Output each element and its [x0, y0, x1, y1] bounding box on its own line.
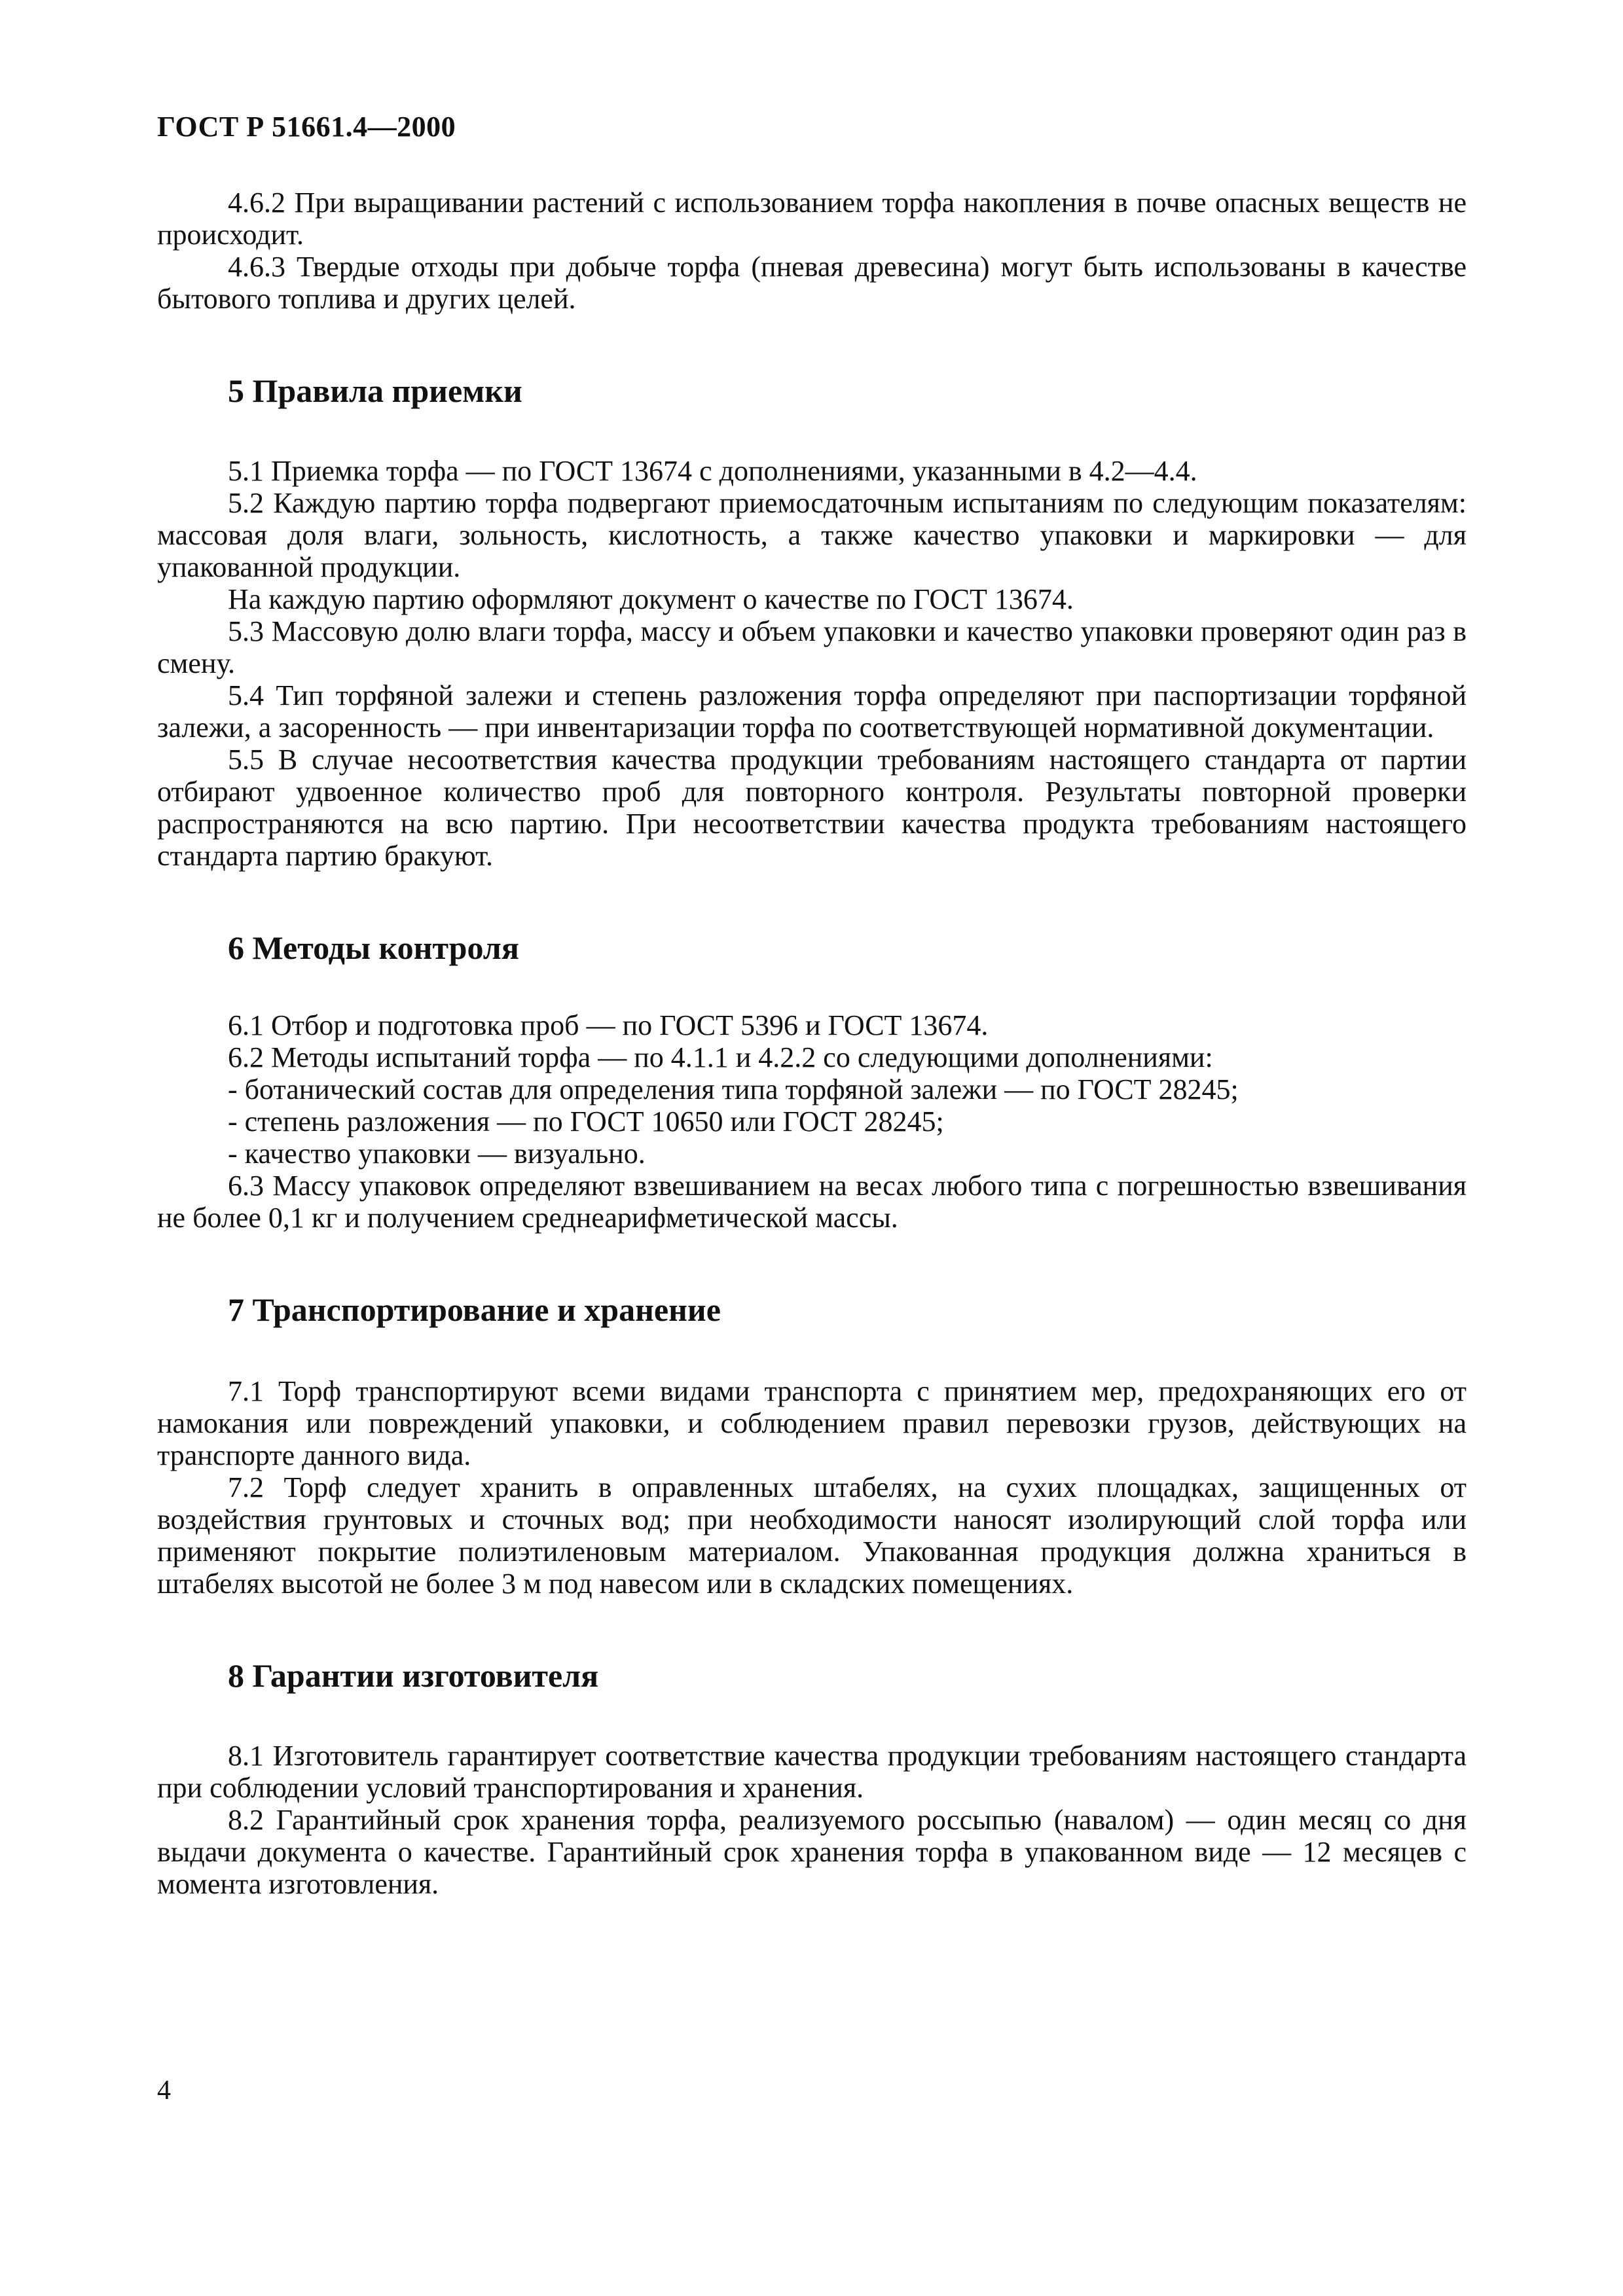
page-number: 4	[157, 2075, 171, 2106]
paragraph-5-2: 5.2 Каждую партию торфа подвергают приемосдаточным испытаниям по следующим показателям: массовая доля влаги, зольность, кислотность, а также качество упаковки и маркировки — для упакованной продукции.	[157, 487, 1467, 583]
paragraph-8-2: 8.2 Гарантийный срок хранения торфа, реализуемого россыпью (навалом) — один месяц со дня выдачи документа о качестве. Гарантийный срок хранения торфа в упакованном виде — 12 месяцев с момента изготовления.	[157, 1804, 1467, 1900]
paragraph-7-1: 7.1 Торф транспортируют всеми видами транспорта с принятием мер, предохраняющих его от намокания или повреждений упаковки, и соблюдением правил перевозки грузов, действующих на транспорте данного вида.	[157, 1375, 1467, 1471]
paragraph-4-6-2: 4.6.2 При выращивании растений с использованием торфа накопления в почве опасных веществ не происходит.	[157, 187, 1467, 251]
paragraph-8-1: 8.1 Изготовитель гарантирует соответствие качества продукции требованиям настоящего стандарта при соблюдении условий транспортирования и хранения.	[157, 1740, 1467, 1804]
paragraph-4-6-3: 4.6.3 Твердые отходы при добыче торфа (пневая древесина) могут быть использованы в качестве бытового топлива и других целей.	[157, 251, 1467, 315]
document-body	[157, 187, 1467, 1900]
paragraph-7-2: 7.2 Торф следует хранить в оправленных штабелях, на сухих площадках, защищенных от воздействия грунтовых и сточных вод; при необходимости наносят изолирующий слой торфа или применяют покрытие полиэтиленовым материалом. Упакованная продукция должна храниться в штабелях высотой не более 3 м под навесом или в складских помещениях.	[157, 1471, 1467, 1600]
paragraph-5-5: 5.5 В случае несоответствия качества продукции требованиям настоящего стандарта от партии отбирают удвоенное количество проб для повторного контроля. Результаты повторной проверки распространяются на всю партию. При несоответствии качества продукта требованиям настоящего стандарта партию бракуют.	[157, 744, 1467, 872]
document-id-header: ГОСТ Р 51661.4—2000	[157, 111, 456, 143]
paragraph-5-2-note: На каждую партию оформляют документ о качестве по ГОСТ 13674.	[228, 583, 1074, 615]
section-heading-5: 5 Правила приемки	[228, 372, 522, 409]
paragraph-6-3: 6.3 Массу упаковок определяют взвешиванием на весах любого типа с погрешностью взвешивания не более 0,1 кг и получением среднеарифметической массы.	[157, 1170, 1467, 1234]
section-heading-7: 7 Транспортирование и хранение	[228, 1291, 721, 1328]
paragraph-5-3: 5.3 Массовую долю влаги торфа, массу и объем упаковки и качество упаковки проверяют один раз в смену.	[157, 615, 1467, 679]
list-item: - степень разложения — по ГОСТ 10650 или ГОСТ 28245;	[228, 1105, 944, 1138]
list-item: - ботанический состав для определения типа торфяной залежи — по ГОСТ 28245;	[228, 1073, 1239, 1105]
paragraph-5-4: 5.4 Тип торфяной залежи и степень разложения торфа определяют при паспортизации торфяной залежи, а засоренность — при инвентаризации торфа по соответствующей нормативной документации.	[157, 679, 1467, 744]
paragraph-6-2: 6.2 Методы испытаний торфа — по 4.1.1 и 4.2.2 со следующими дополнениями:	[228, 1041, 1213, 1073]
list-item: - качество упаковки — визуально.	[228, 1138, 646, 1170]
section-heading-8: 8 Гарантии изготовителя	[228, 1657, 599, 1694]
section-heading-6: 6 Методы контроля	[228, 929, 519, 966]
paragraph-6-1: 6.1 Отбор и подготовка проб — по ГОСТ 5396 и ГОСТ 13674.	[228, 1009, 989, 1041]
paragraph-5-1: 5.1 Приемка торфа — по ГОСТ 13674 с дополнениями, указанными в 4.2—4.4.	[228, 455, 1197, 487]
